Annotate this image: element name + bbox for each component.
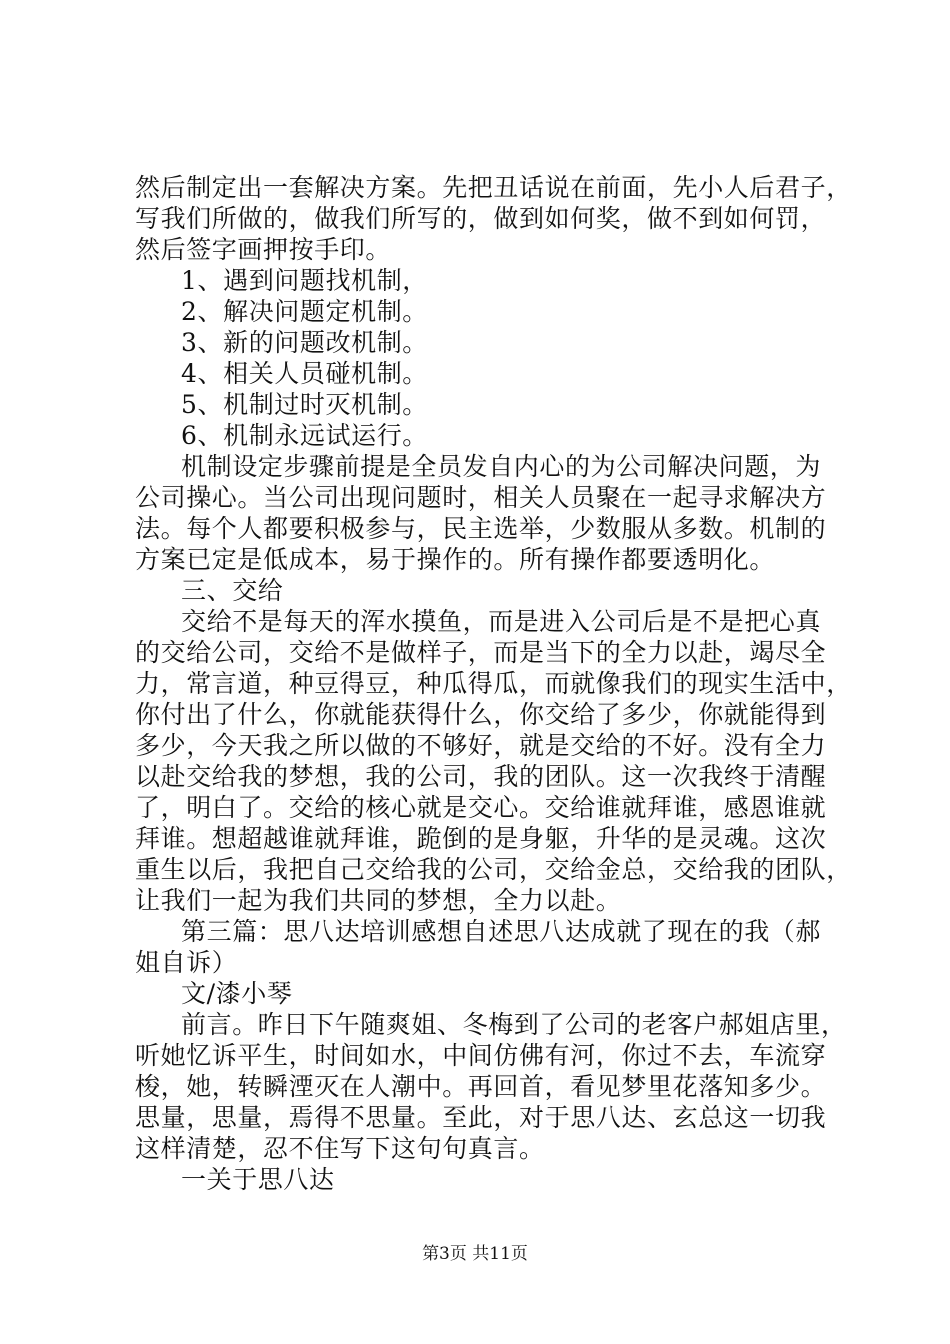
list-item: 3、新的问题改机制。 (181, 328, 428, 357)
text-line: 公司操心。当公司出现问题时，相关人员聚在一起寻求解决方 (135, 483, 827, 512)
text-line: 的交给公司，交给不是做样子，而是当下的全力以赴，竭尽全 (135, 638, 827, 667)
text-line: 重生以后，我把自己交给我的公司，交给金总，交给我的团队， (135, 855, 852, 884)
list-item: 1、遇到问题找机制， (181, 266, 428, 295)
text-line: 了，明白了。交给的核心就是交心。交给谁就拜谁，感恩谁就 (135, 793, 827, 822)
text-line: 听她忆诉平生，时间如水，中间仿佛有河，你过不去，车流穿 (135, 1041, 827, 1070)
text-line: 让我们一起为我们共同的梦想，全力以赴。 (135, 886, 622, 915)
text-line: 你付出了什么，你就能获得什么，你交给了多少，你就能得到 (135, 700, 827, 729)
paragraph-start: 交给不是每天的浑水摸鱼，而是进入公司后是不是把心真 (181, 607, 822, 636)
text-line: 思量，思量，焉得不思量。至此，对于思八达、玄总这一切我 (135, 1103, 827, 1132)
text-line: 然后签字画押按手印。 (135, 235, 392, 264)
list-item: 4、相关人员碰机制。 (181, 359, 428, 388)
list-item: 5、机制过时灭机制。 (181, 390, 428, 419)
text-line: 多少，今天我之所以做的不够好，就是交给的不好。没有全力 (135, 731, 827, 760)
section-heading: 一关于思八达 (181, 1165, 335, 1194)
list-item: 2、解决问题定机制。 (181, 297, 428, 326)
text-line: 法。每个人都要积极参与，民主选举，少数服从多数。机制的 (135, 514, 827, 543)
text-line: 拜谁。想超越谁就拜谁，跪倒的是身躯，升华的是灵魂。这次 (135, 824, 827, 853)
paragraph-start: 前言。昨日下午随爽姐、冬梅到了公司的老客户郝姐店里， (181, 1010, 847, 1039)
page-number-footer: 第3页 共11页 (422, 1244, 528, 1264)
author-line: 文/漆小琴 (181, 979, 293, 1008)
text-line: 写我们所做的，做我们所写的，做到如何奖，做不到如何罚， (135, 204, 827, 233)
text-line: 这样清楚，忍不住写下这句句真言。 (135, 1134, 545, 1163)
article-title-continued: 姐自诉） (135, 948, 238, 977)
paragraph-start: 机制设定步骤前提是全员发自内心的为公司解决问题，为 (181, 452, 822, 481)
list-item: 6、机制永远试运行。 (181, 421, 428, 450)
document-body (135, 172, 852, 1195)
section-heading: 三、交给 (181, 576, 284, 605)
text-line: 然后制定出一套解决方案。先把丑话说在前面，先小人后君子， (135, 173, 852, 202)
text-line: 方案已定是低成本，易于操作的。所有操作都要透明化。 (135, 545, 776, 574)
text-line: 以赴交给我的梦想，我的公司，我的团队。这一次我终于清醒 (135, 762, 827, 791)
article-title: 第三篇：思八达培训感想自述思八达成就了现在的我（郝 (181, 917, 822, 946)
text-line: 力，常言道，种豆得豆，种瓜得瓜，而就像我们的现实生活中， (135, 669, 852, 698)
text-line: 梭，她，转瞬湮灭在人潮中。再回首，看见梦里花落知多少。 (135, 1072, 827, 1101)
